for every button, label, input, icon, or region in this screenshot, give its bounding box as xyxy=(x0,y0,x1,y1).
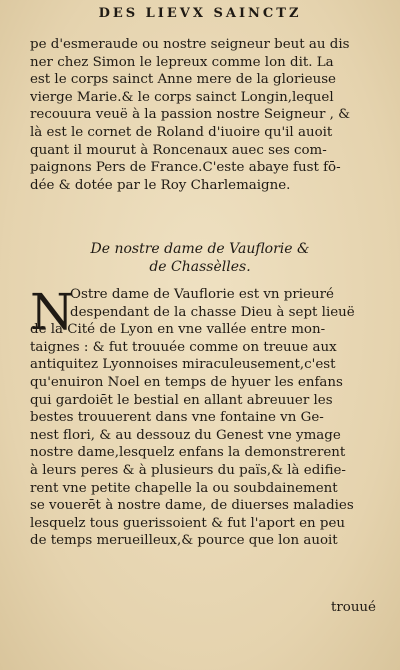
section-title-line-2: de Chassèlles. xyxy=(149,259,251,275)
text-line: lesquelz tous guerissoient & fut l'aport en peu xyxy=(30,515,346,531)
text-line: paignons Pers de France.C'este abaye fust fō- xyxy=(30,160,341,176)
text-line: est le corps sainct Anne mere de la glorieuse xyxy=(30,72,336,88)
section-title-line-1: De nostre dame de Vauflorie & xyxy=(90,241,310,257)
text-line: Ostre dame de Vauflorie est vn prieuré xyxy=(70,287,334,302)
text-line: despendant de la chasse Dieu à sept lieuë xyxy=(70,304,355,320)
text-line: recouura veuë à la passion nostre Seigneur , & xyxy=(30,107,351,123)
section-title xyxy=(0,240,400,276)
drop-capital: N xyxy=(30,283,74,341)
catchword: trouué xyxy=(330,600,376,615)
paragraph-1 xyxy=(30,36,378,194)
text-line: nest flori, & au dessouz du Genest vne ymage xyxy=(30,427,341,443)
text-line: là est le cornet de Roland d'iuoire qu'il auoit xyxy=(30,124,333,140)
text-line: qu'enuiron Noel en temps de hyuer les enfans xyxy=(30,374,343,390)
text-line: ner chez Simon le lepreux comme lon dit. La xyxy=(30,54,334,70)
text-line: dée & dotée par le Roy Charlemaigne. xyxy=(30,177,291,193)
text-line: taignes : & fut trouuée comme on treuue aux xyxy=(30,339,337,355)
text-line: bestes trouuerent dans vne fontaine vn Ge- xyxy=(30,410,324,426)
paragraph-2 xyxy=(30,283,378,550)
running-header: DES LIEVX SAINCTZ xyxy=(98,6,302,21)
text-line: rent vne petite chapelle la ou soubdainement xyxy=(30,480,338,496)
text-line: de temps merueilleux,& pource que lon auoit xyxy=(30,533,338,549)
text-line: vierge Marie.& le corps sainct Longin,lequel xyxy=(30,89,334,105)
text-line: se vouerēt à nostre dame, de diuerses maladies xyxy=(30,498,354,514)
text-line: à leurs peres & à plusieurs du païs,& là edifie- xyxy=(30,462,346,478)
text-line: antiquitez Lyonnoises miraculeusement,c'est xyxy=(30,357,336,373)
text-line: nostre dame,lesquelz enfans la demonstrerent xyxy=(30,445,346,461)
text-line: qui gardoiēt le bestial en allant abreuuer les xyxy=(30,392,333,408)
text-line: quant il mourut à Roncenaux auec ses com- xyxy=(30,142,327,158)
text-line: pe d'esmeraude ou nostre seigneur beut au dis xyxy=(30,37,350,52)
text-line: de la Cité de Lyon en vne vallée entre mon- xyxy=(30,322,326,338)
